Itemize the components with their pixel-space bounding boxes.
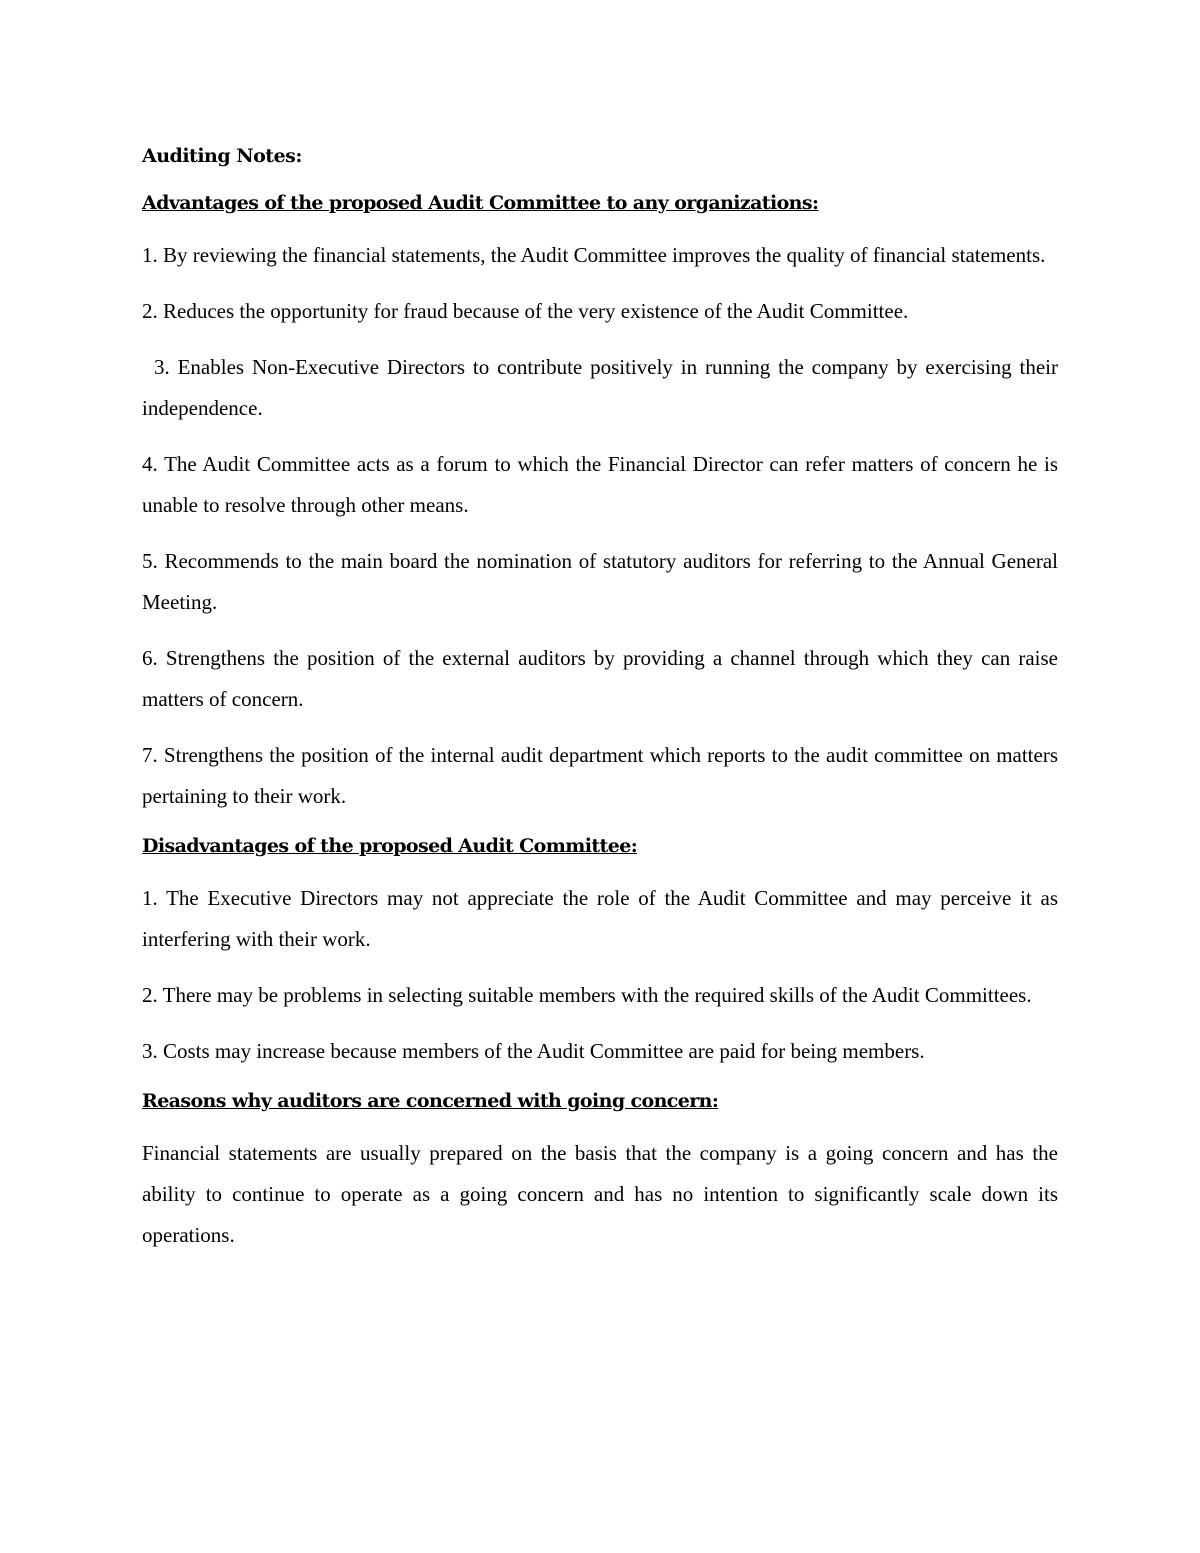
advantages-item-4: 4. The Audit Committee acts as a forum to which the Financial Director can refer matters of concern he is unable to resolve through other means. [142, 452, 1058, 517]
document-title: Auditing Notes: [142, 145, 302, 167]
going-concern-paragraph: Financial statements are usually prepared on the basis that the company is a going concern and has the ability to continue to operate as a going concern and has no intention to significantly scale down its operations. [142, 1141, 1058, 1247]
advantages-item-5: 5. Recommends to the main board the nomination of statutory auditors for referring to the Annual General Meeting. [142, 549, 1058, 614]
disadvantages-heading: Disadvantages of the proposed Audit Committee: [142, 835, 638, 857]
advantages-item-6: 6. Strengthens the position of the external auditors by providing a channel through which they can raise matters of concern. [142, 646, 1058, 711]
advantages-item-7: 7. Strengthens the position of the internal audit department which reports to the audit committee on matters pertaining to their work. [142, 743, 1058, 808]
disadvantages-item-3: 3. Costs may increase because members of the Audit Committee are paid for being members. [142, 1039, 925, 1063]
advantages-heading: Advantages of the proposed Audit Committee to any organizations: [142, 192, 819, 214]
disadvantages-item-2: 2. There may be problems in selecting suitable members with the required skills of the Audit Committees. [142, 983, 1032, 1007]
advantages-item-2: 2. Reduces the opportunity for fraud because of the very existence of the Audit Committee. [142, 299, 909, 323]
advantages-item-1: 1. By reviewing the financial statements, the Audit Committee improves the quality of financial statements. [142, 243, 1046, 267]
advantages-item-3: 3. Enables Non-Executive Directors to contribute positively in running the company by exercising their independence. [142, 355, 1058, 420]
going-concern-heading: Reasons why auditors are concerned with going concern: [142, 1090, 719, 1112]
document-page [142, 142, 1058, 1271]
disadvantages-item-1: 1. The Executive Directors may not appreciate the role of the Audit Committee and may perceive it as interfering with their work. [142, 886, 1058, 951]
